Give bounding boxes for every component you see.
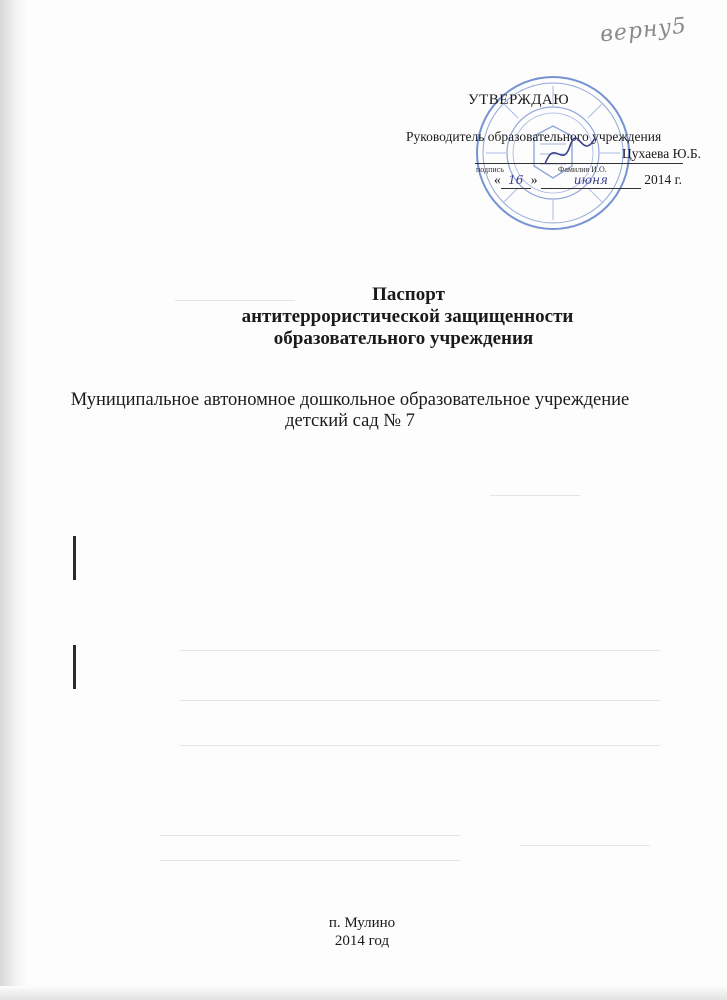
date-close-quote: »	[530, 172, 538, 187]
scan-left-shadow	[0, 0, 28, 1000]
date-month-field	[541, 172, 641, 189]
organization-line-2: детский сад № 7	[285, 411, 415, 431]
scan-bottom-shadow	[0, 986, 727, 1000]
footer-year: 2014 год	[334, 933, 390, 949]
margin-mark	[73, 536, 76, 580]
approval-title: УТВЕРЖДАЮ	[468, 92, 570, 108]
date-open-quote: «	[494, 172, 501, 187]
title-line-2: антитеррористической защищенности	[241, 306, 574, 327]
name-caption: Фамилия И.О.	[558, 165, 607, 174]
date-day-field	[501, 172, 531, 189]
margin-mark	[73, 645, 76, 689]
approval-date	[494, 172, 682, 189]
bleed-through-line	[180, 650, 660, 651]
handwritten-note: верну5	[598, 13, 689, 48]
bleed-through-line	[160, 860, 460, 861]
title-line-3: образовательного учреждения	[273, 328, 534, 349]
date-day: 16	[508, 173, 524, 187]
document-footer	[0, 914, 727, 950]
approval-role: Руководитель образовательного учреждения	[406, 129, 662, 144]
organization-name	[0, 390, 727, 432]
footer-place: п. Мулино	[328, 915, 396, 931]
signature-caption: подпись	[476, 165, 504, 174]
title-line-1: Паспорт	[372, 284, 445, 305]
organization-line-1: Муниципальное автономное дошкольное образовательное учреждение	[70, 390, 630, 410]
document-title	[0, 284, 727, 350]
date-year: 2014 г.	[644, 172, 683, 187]
bleed-through-line	[490, 495, 580, 496]
approval-name: Цухаева Ю.Б.	[622, 146, 701, 161]
bleed-through-line	[520, 845, 650, 846]
date-month: июня	[573, 173, 608, 187]
bleed-through-line	[180, 745, 660, 746]
bleed-through-line	[160, 835, 460, 836]
bleed-through-line	[180, 700, 660, 701]
